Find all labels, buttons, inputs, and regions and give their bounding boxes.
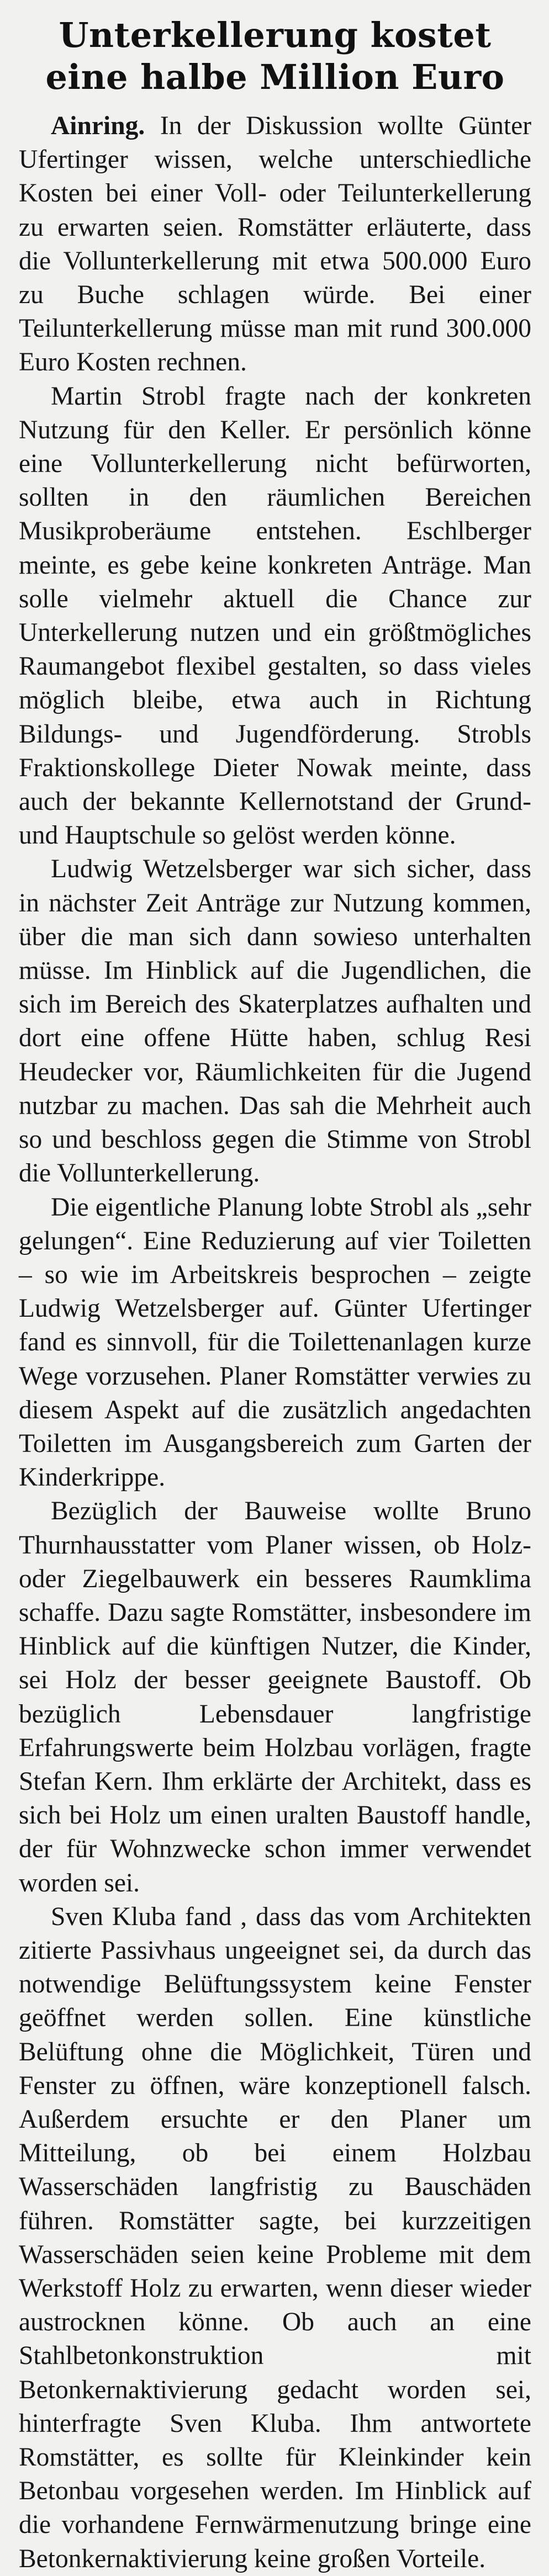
article-body: [19, 109, 531, 2576]
article-paragraph-6: Sven Kluba fand , dass das vom Architekten zitierte Passivhaus ungeeignet sei, da durch das notwendige Belüftungssystem keine Fenster geöffnet werden sollen. Eine künstliche Belüftung ohne die Möglichkeit, Türen und Fenster zu öffnen, wäre konzeptionell falsch. Außerdem ersuchte er den Planer um Mitteilung, ob bei einem Holzbau Wasserschäden langfristig zu Bauschäden führen. Romstätter sagte, bei kurzzeitigen Wasserschäden seien keine Probleme mit dem Werkstoff Holz zu erwarten, wenn dieser wieder austrocknen könne. Ob auch an eine Stahlbetonkonstruktion mit Betonkernaktivierung gedacht worden sei, hinterfragte Sven Kluba. Ihm antwortete Romstätter, es sollte für Kleinkinder kein Betonbau vorgesehen werden. Im Hinblick auf die vorhandene Fernwärmenutzung bringe eine Betonkernaktivierung keine großen Vorteile.: [19, 1902, 531, 2573]
headline-line-1: Unterkellerung kostet: [59, 15, 492, 55]
article-paragraph-5: Bezüglich der Bauweise wollte Bruno Thurnhausstatter vom Planer wissen, ob Holz- oder Ziegelbauwerk ein besseres Raumklima schaffe. Dazu sagte Romstätter, insbesondere im Hinblick auf die künftigen Nutzer, die Kinder, sei Holz der besser geeignete Baustoff. Ob bezüglich Lebensdauer langfristige Erfahrungswerte beim Holzbau vorlägen, fragte Stefan Kern. Ihm erklärte der Architekt, dass es sich bei Holz um einen uralten Baustoff handle, der für Wohnzwecke schon immer verwendet worden sei.: [19, 1497, 531, 1897]
article-paragraph-3: Ludwig Wetzelsberger war sich sicher, dass in nächster Zeit Anträge zur Nutzung kommen, über die man sich dann sowieso unterhalten müsse. Im Hinblick auf die Jugendlichen, die sich im Bereich des Skaterplatzes aufhalten und dort eine offene Hütte haben, schlug Resi Heudecker vor, Räumlichkeiten für die Jugend nutzbar zu machen. Das sah die Mehrheit auch so und beschloss gegen die Stimme von Strobl die Vollunterkellerung.: [19, 855, 531, 1188]
article-paragraph-1: [19, 109, 531, 380]
dateline: Ainring.: [51, 112, 145, 140]
headline-line-2: eine halbe Million Euro: [45, 57, 505, 97]
article-paragraph-4: Die eigentliche Planung lobte Strobl als „sehr gelungen“. Eine Reduzierung auf vier Toiletten – so wie im Arbeitskreis besprochen – zeigte Ludwig Wetzelsberger auf. Günter Ufertinger fand es sinnvoll, für die Toilettenanlagen kurze Wege vorzusehen. Planer Romstätter verwies zu diesem Aspekt auf die zusätzlich angedachten Toiletten im Ausgangsbereich zum Garten der Kinderkrippe.: [19, 1192, 531, 1492]
article-headline: [19, 14, 531, 98]
paragraph-text: In der Diskussion wollte Günter Ufertinger wissen, welche unterschiedliche Kosten bei einer Voll- oder Teilunterkellerung zu erwarten seien. Romstätter erläuterte, dass die Vollunterkellerung mit etwa 500.000 Euro zu Buche schlagen würde. Bei einer Teilunterkellerung müsse man mit rund 300.000 Euro Kosten rechnen.: [19, 112, 532, 377]
article-paragraph-2: Martin Strobl fragte nach der konkreten Nutzung für den Keller. Er persönlich könne eine Vollunterkellerung nicht befürworten, sollten in den räumlichen Bereichen Musikproberäume entstehen. Eschlberger meinte, es gebe keine konkreten Anträge. Man solle vielmehr aktuell die Chance zur Unterkellerung nutzen und ein größtmögliches Raumangebot flexibel gestalten, so dass vieles möglich bleibe, etwa auch in Richtung Bildungs- und Jugendförderung. Strobls Fraktionskollege Dieter Nowak meinte, dass auch der bekannte Kellernotstand der Grund- und Hauptschule so gelöst werden könne.: [19, 381, 531, 850]
